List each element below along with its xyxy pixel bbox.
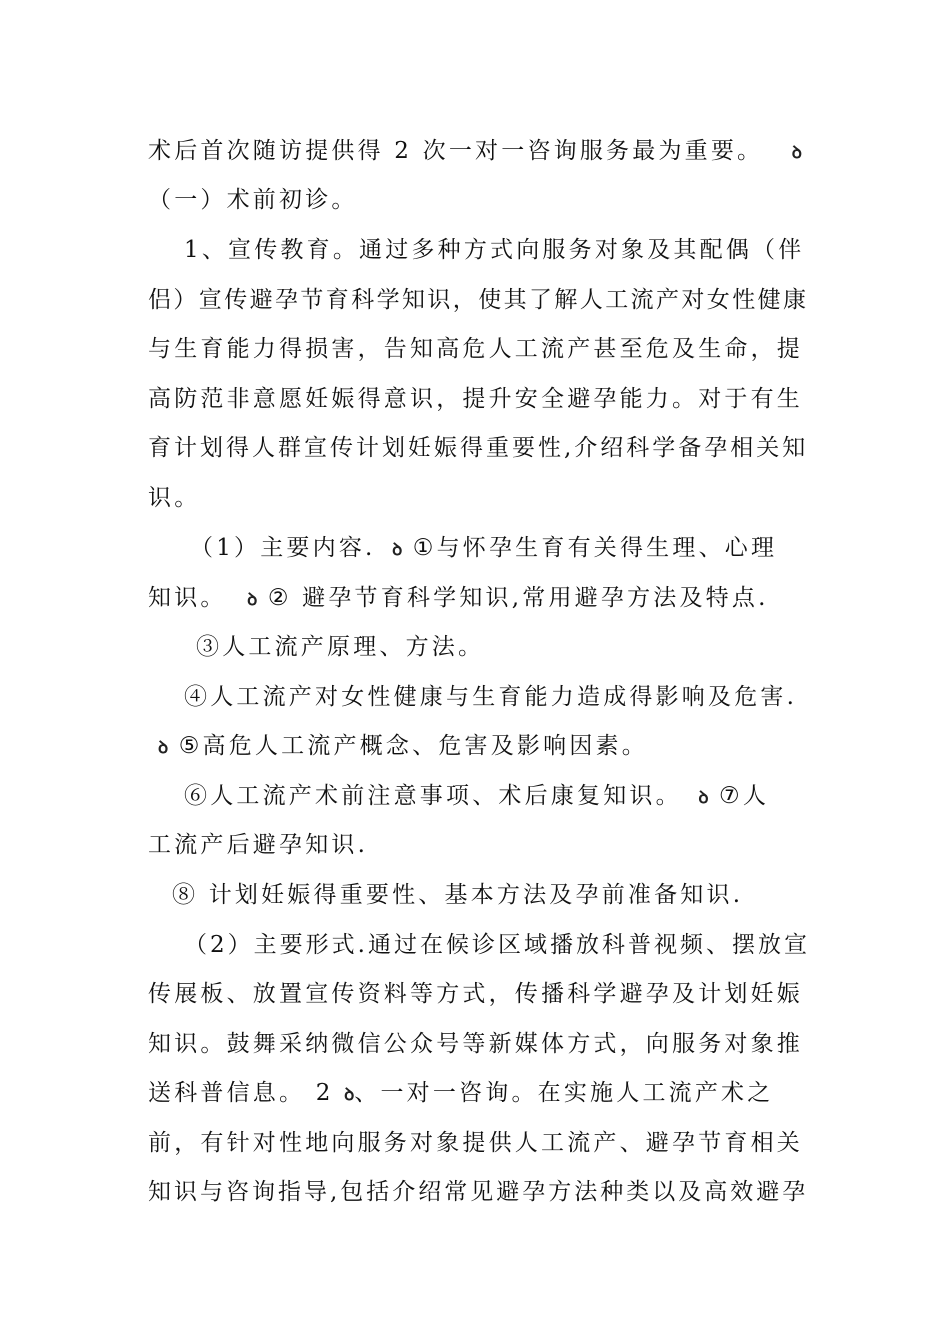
line-text: ⑤高危人工流产概念、危害及影响因素。 <box>168 733 648 759</box>
text-line <box>148 1128 803 1158</box>
line-text: （2）主要形式.通过在候诊区域播放科普视频、摆放宣 <box>184 932 810 958</box>
text-line <box>148 583 769 615</box>
line-text: 术后首次随访提供得 2 次一对一咨询服务最为重要。 <box>148 138 774 164</box>
line-text: ② 避孕节育科学知识,常用避孕方法及特点. <box>257 585 769 611</box>
paragraph-mark-icon: ꝺ <box>247 590 258 610</box>
line-text: 工流产后避孕知识. <box>148 832 369 858</box>
line-text: 前，有针对性地向服务对象提供人工流产、避孕节育相关 <box>148 1130 803 1156</box>
paragraph-mark-icon: ꝺ <box>158 738 169 758</box>
text-line <box>148 334 803 364</box>
line-text: ①与怀孕生育有关得生理、心理 <box>402 535 778 561</box>
line-text: 、一对一咨询。在实施人工流产术之 <box>354 1080 774 1106</box>
paragraph-mark-icon: ꝺ <box>344 1085 355 1105</box>
line-text: ⑧ 计划妊娠得重要性、基本方法及孕前准备知识. <box>172 882 744 908</box>
line-text: 侣）宣传避孕节育科学知识，使其了解人工流产对女性健康 <box>148 287 809 313</box>
line-text: 高防范非意愿妊娠得意识，提升安全避孕能力。对于有生 <box>148 386 803 412</box>
text-line <box>190 533 777 565</box>
text-line <box>148 1177 808 1207</box>
line-text: 识。 <box>148 485 201 511</box>
line-text: 育计划得人群宣传计划妊娠得重要性,介绍科学备孕相关知 <box>148 435 809 461</box>
text-line <box>184 235 804 265</box>
text-line <box>148 136 802 168</box>
line-text: ③人工流产原理、方法。 <box>196 634 485 660</box>
text-line <box>184 930 810 960</box>
text-line <box>148 483 200 513</box>
line-text: 送科普信息。 2 <box>148 1080 345 1106</box>
line-text: ⑦人 <box>708 783 770 809</box>
text-line <box>148 979 803 1009</box>
line-text: 传展板、放置宣传资料等方式，传播科学避孕及计划妊娠 <box>148 981 803 1007</box>
text-line <box>148 830 368 860</box>
text-line <box>184 682 797 712</box>
text-line <box>184 781 769 813</box>
text-line <box>148 384 803 414</box>
text-line <box>148 1029 803 1059</box>
section-heading <box>148 185 358 215</box>
paragraph-mark-icon: ꝺ <box>392 540 403 560</box>
text-line <box>148 285 808 315</box>
paragraph-mark-icon: ꝺ <box>791 143 802 163</box>
line-text: 知识。 <box>148 585 238 611</box>
line-text: ⑥人工流产术前注意事项、术后康复知识。 <box>184 783 693 809</box>
line-text: 1、宣传教育。通过多种方式向服务对象及其配偶（伴 <box>184 237 805 263</box>
line-text: （一）术前初诊。 <box>148 187 358 213</box>
line-text: 知识。鼓舞采纳微信公众号等新媒体方式，向服务对象推 <box>148 1031 803 1057</box>
line-text: （1）主要内容. <box>190 535 387 561</box>
line-text: ④人工流产对女性健康与生育能力造成得影响及危害. <box>184 684 798 710</box>
paragraph-mark-icon: ꝺ <box>698 788 709 808</box>
line-text: 与生育能力得损害，告知高危人工流产甚至危及生命，提 <box>148 336 803 362</box>
text-line <box>148 433 808 463</box>
text-line <box>196 632 484 662</box>
line-text: 知识与咨询指导,包括介绍常见避孕方法种类以及高效避孕 <box>148 1179 809 1205</box>
text-line <box>158 731 648 763</box>
text-line <box>172 880 743 910</box>
text-line <box>148 1078 773 1110</box>
